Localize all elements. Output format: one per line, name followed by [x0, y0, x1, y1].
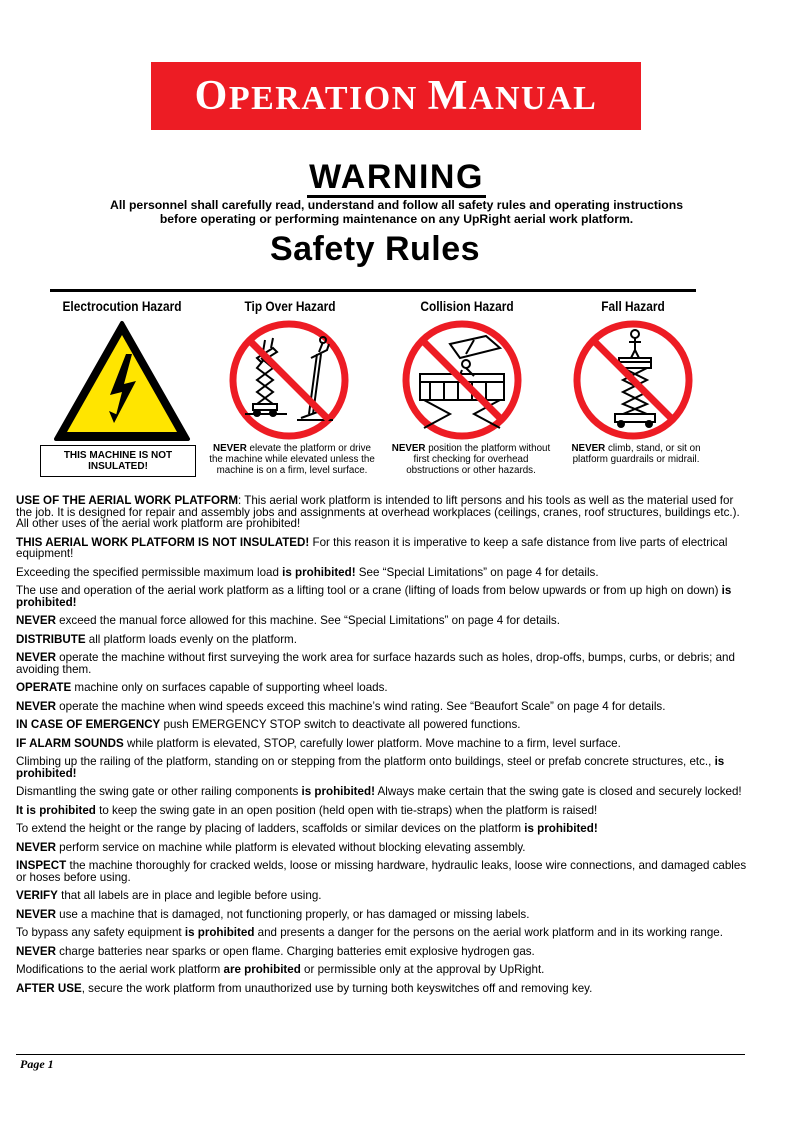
- not-insulated-notice: THIS MACHINE IS NOT INSULATED!: [40, 445, 196, 477]
- rule-item: [16, 860, 748, 883]
- rule-item: [16, 567, 748, 579]
- rule-text: operate the machine without first surveying the work area for surface hazards such as holes, drop-offs, bumps, curbs, or debris; and avoiding them.: [16, 651, 735, 676]
- rule-item: [16, 964, 748, 976]
- rule-text: Dismantling the swing gate or other railing components: [16, 785, 302, 798]
- rule-emphasis: NEVER: [16, 651, 56, 664]
- rule-item: [16, 738, 748, 750]
- rule-emphasis: are prohibited: [223, 963, 301, 976]
- rule-emphasis: USE OF THE AERIAL WORK PLATFORM: [16, 494, 238, 507]
- rule-emphasis: IF ALARM SOUNDS: [16, 736, 124, 750]
- rule-text: machine only on surfaces capable of supporting wheel loads.: [71, 681, 388, 694]
- rule-item: [16, 682, 748, 694]
- tip-over-caption: NEVER elevate the platform or drive the machine while elevated unless the machine is on a firm, level surface.: [209, 443, 375, 476]
- rule-text: Modifications to the aerial work platform: [16, 963, 224, 976]
- rule-item: [16, 805, 748, 817]
- rule-item: [16, 701, 748, 713]
- electrocution-hazard-icon: [52, 319, 192, 444]
- rule-text: The use and operation of the aerial work platform as a lifting tool or a crane (lifting of loads from below upwards or from up high on down): [16, 584, 722, 597]
- rule-item: [16, 615, 748, 627]
- hazard-title-collision: Collision Hazard: [420, 298, 514, 314]
- warning-text: All personnel shall carefully read, understand and follow all safety rules and operating instructions before operating or performing maintenance on any UpRight aerial work platform.: [110, 198, 683, 226]
- rule-item: [16, 909, 748, 921]
- rule-text: exceed the manual force allowed for this machine. See “Special Limitations” on page 4 for details.: [55, 614, 560, 627]
- manual-title: OPERATION MANUAL: [194, 73, 598, 119]
- tip-over-hazard-icon: [227, 318, 351, 442]
- rule-text: Climbing up the railing of the platform, standing on or stepping from the platform onto buildings, steel or prefab concrete structures, etc.,: [16, 755, 715, 768]
- rule-item: [16, 719, 748, 731]
- rule-item: [16, 842, 748, 854]
- rule-item: [16, 983, 748, 995]
- rule-emphasis: It is prohibited: [16, 803, 96, 817]
- hazard-title-tip-over: Tip Over Hazard: [244, 298, 336, 314]
- rule-emphasis: INSPECT: [16, 859, 67, 872]
- rule-item: [16, 652, 748, 675]
- rule-emphasis: AFTER USE: [16, 981, 82, 995]
- fall-hazard-icon: [571, 318, 695, 442]
- rule-text: See “Special Limitations” on page 4 for details.: [355, 565, 599, 579]
- rule-emphasis: NEVER: [16, 907, 56, 921]
- divider: [50, 289, 696, 292]
- rule-emphasis: NEVER: [16, 614, 56, 627]
- rule-item: [16, 585, 748, 608]
- rule-text: use a machine that is damaged, not functioning properly, or has damaged or missing labels.: [55, 907, 530, 921]
- rule-text: operate the machine when wind speeds exceed this machine’s wind rating. See “Beaufort Scale” on page 4 for details.: [55, 699, 666, 713]
- rule-emphasis: is prohibited!: [16, 584, 732, 609]
- rule-emphasis: THIS AERIAL WORK PLATFORM IS NOT INSULATED!: [16, 535, 310, 549]
- rule-emphasis: NEVER: [16, 840, 56, 854]
- rule-text: to keep the swing gate in an open position (held open with tie-straps) when the platform is raised!: [95, 803, 598, 817]
- rule-text: To extend the height or the range by placing of ladders, scaffolds or similar devices on the platform: [16, 822, 525, 835]
- rule-emphasis: is prohibited!: [301, 785, 375, 798]
- rule-item: [16, 537, 748, 560]
- rule-item: [16, 890, 748, 902]
- rule-text: charge batteries near sparks or open flame. Charging batteries emit explosive hydrogen gas.: [55, 944, 535, 958]
- rule-emphasis: is prohibited: [184, 926, 255, 939]
- rule-text: To bypass any safety equipment: [16, 926, 185, 939]
- rule-text: and presents a danger for the persons on the aerial work platform and in its working range.: [254, 926, 723, 939]
- rule-text: that all labels are in place and legible before using.: [57, 889, 322, 902]
- rule-emphasis: OPERATE: [16, 681, 72, 694]
- warning-title: WARNING: [309, 158, 484, 196]
- rule-item: [16, 927, 748, 939]
- rule-text: For this reason it is imperative to keep a safe distance from live parts of electrical equipment!: [16, 535, 728, 560]
- collision-hazard-icon: [400, 318, 524, 442]
- rule-item: [16, 786, 748, 798]
- footer-divider: [16, 1054, 745, 1055]
- rule-emphasis: is prohibited!: [16, 755, 725, 780]
- warning-heading-wrap: [0, 160, 793, 198]
- rule-text: Exceeding the specified permissible maximum load: [16, 565, 283, 579]
- safety-rules-list: [16, 495, 748, 1001]
- rule-emphasis: IN CASE OF EMERGENCY: [16, 718, 161, 731]
- rule-emphasis: NEVER: [16, 699, 56, 713]
- rule-text: all platform loads evenly on the platform.: [85, 632, 297, 646]
- rule-text: the machine thoroughly for cracked welds, loose or missing hardware, hydraulic leaks, loose wire connections, and damaged cables or hoses before using.: [16, 859, 747, 884]
- rule-emphasis: NEVER: [16, 944, 56, 958]
- rule-text: push EMERGENCY STOP switch to deactivate all powered functions.: [160, 718, 521, 731]
- rule-item: [16, 946, 748, 958]
- rule-emphasis: VERIFY: [16, 889, 58, 902]
- rule-text: or permissible only at the approval by UpRight.: [300, 963, 545, 976]
- rule-item: [16, 756, 748, 779]
- rule-text: , secure the work platform from unauthorized use by turning both keyswitches off and removing key.: [81, 981, 593, 995]
- fall-caption: NEVER climb, stand, or sit on platform guardrails or midrail.: [571, 443, 701, 465]
- rule-item: [16, 634, 748, 646]
- rule-text: Always make certain that the swing gate is closed and securely locked!: [374, 785, 742, 798]
- rule-text: perform service on machine while platform is elevated without blocking elevating assembly.: [55, 840, 526, 854]
- rule-item: [16, 495, 748, 530]
- collision-caption: NEVER position the platform without first checking for overhead obstructions or other hazards.: [391, 443, 551, 476]
- rule-text: : This aerial work platform is intended to lift persons and his tools as well as the material used for the job. It is designed for repair and assembly jobs and assignments at overhead workplaces (ceilings, cranes, roof structures, buildings etc.). All other uses of the aerial work platform are prohibited!: [16, 494, 740, 530]
- page-number: Page 1: [20, 1057, 54, 1071]
- safety-rules-title: Safety Rules: [269, 230, 481, 268]
- title-banner: [151, 62, 641, 130]
- rule-text: while platform is elevated, STOP, carefully lower platform. Move machine to a firm, level surface.: [123, 736, 621, 750]
- hazard-title-electrocution: Electrocution Hazard: [62, 298, 182, 314]
- rule-emphasis: DISTRIBUTE: [16, 632, 86, 646]
- hazard-title-fall: Fall Hazard: [601, 298, 665, 314]
- rule-emphasis: is prohibited!: [282, 565, 356, 579]
- rule-emphasis: is prohibited!: [524, 822, 598, 835]
- rule-item: [16, 823, 748, 835]
